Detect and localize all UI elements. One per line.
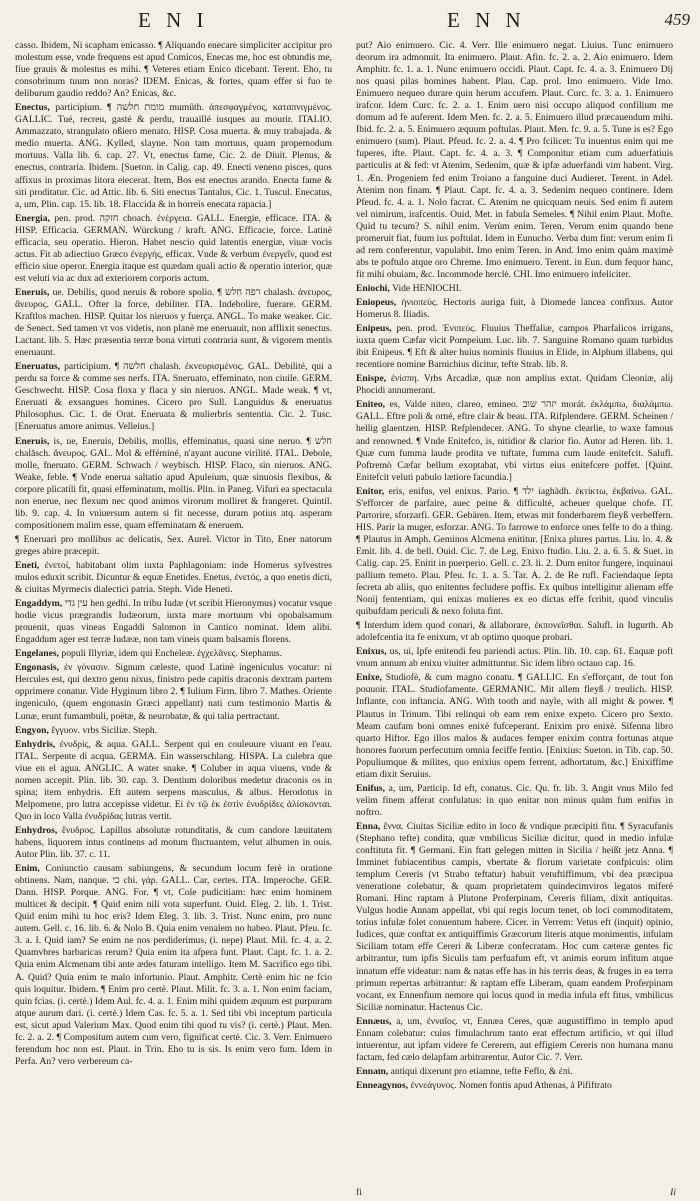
dictionary-entry <box>356 821 673 1014</box>
entry-text: ¶ Eneruari pro mollibus ac delicatis, Sex. Aurel. Victor in Tito, Ener natorum greges abire præcepit. <box>15 533 332 557</box>
entry-headword: Ennam, <box>356 1065 389 1077</box>
entry-headword: Enhydros, <box>15 824 58 836</box>
left-column <box>15 40 332 1190</box>
dictionary-entry <box>15 102 332 210</box>
entry-text: is, ue, Eneruis, Debilis, mollis, effeminatus, quasi sine neruo. ¶ חלש chalăsch. ἄνευρος. GAL. Mol & efféminé, n'ayant aucune virilité. ITAL. Debole, molle, fneruato. GERM. Schwach / weybisch. HISP. Flaco, sin nieruos. ANG. Weake, feble. ¶ Vnde enerua saltatio apud Apuleium, quæ sinuosis flexibus, & corpore plicatili fit, quasi effeminatum, mollis. Plin. in Paneg. Vifuri ea spectacula non enerue, nec flexum nec quod animos virorum molliret & frangeret. Quintil. lib. 9. cap. 4. In vniuersum autem si fit necesse, duram potius atq. asperam compositionem malim esse, quam effeminatam & eneruem. <box>15 435 332 531</box>
dictionary-entry <box>15 361 332 433</box>
entry-text: ἐν γόνασιν. Signum cæleste, quod Latinè ingeniculus vocatur: ni Hercules est, qui dextro genu nixus, finistro pede capitis draconis dextram partem opprimere conatur. Vide Hyginum libro 2. ¶ Iulium Firm. libro 7. Mathes. Oriente ingeniculo, (quem engonasin Græci appellant) nati cum testimonio Martis & Lunæ, erunt fumambuli, poëtæ, & neurobatæ, & qui talia pertractant. <box>15 662 332 722</box>
entry-text: pen. prod. חזקה choach. ἐνέργεια. GALL. Energie, efficace. ITA. & HISP. Efficacia. GERMAN. Würckung / kraft. ANG. Efficacie, force. Latinè efficacia, seu operatio. Hieron. Habet nescio quid latentis energiæ, viuæ vocis actus. Fit ab adiectiuo Græco ἐνεργής, efficax. Vnde & verbum ἐνεργεῖν, quod est efficio siue operor. Energia itaque est quædam quali actio & operatio interior, quæ est veluti via ac dux ad exteriorem corporis actum. <box>15 212 332 284</box>
entry-text: ἐνετοί, habitabant olim iuxta Paphlagoniam: inde Homerus sylvestres mulos eduxit scribit. Dicuntur & equæ Enetides. Enetus, ἐνετός, a quo enetis dicti, & ciuitas Myrmecis dialectici patria. Steph. Vide Heneti. <box>15 559 332 596</box>
entry-headword: Eniopeus, <box>356 296 397 308</box>
dictionary-entry <box>15 662 332 722</box>
entry-headword: Ennæus, <box>356 1015 392 1027</box>
entry-headword: Eniteo, <box>356 399 386 411</box>
dictionary-entry <box>356 297 673 321</box>
entry-text: a, um, ἐνναῖος. vt, Ennæa Ceres, quæ augustiffimo in templo apud Ennam colebatur: cuius fimulachrum tanto erat effectum artificio, vt qui illud intuerentur, aut ipfam videre fe Cererem, aut effigiem Cereris non humana manu factam, fed cælo delapfam arbitrarentur. Autor Cic. 7. Verr. <box>356 1015 673 1063</box>
dictionary-entry <box>356 646 673 670</box>
dictionary-entry <box>356 1080 673 1092</box>
entry-text: put? Aio enimuero. Cic. 4. Verr. Ille enimuero negat. Liuius. Tunc enimuero deorum ira admonuit. Ita enimuero. Plaut. Afin. fc. 2. a. 2. Aio enimuero. Idem Amphitr. fc. 1. a. 1. Nunc enimuero occidi. Plaut. Capt. fc. 4. a. 3. Enimuero Dij nos quasi pilas homines habent. Plau. Cap. prol. Imo enimuero. Vide Imo. Enimuero nequeo durare quin herum accufem. Plaut. Curc. fc. 3. a. 1. Enimuero irafcor. Idem Curc. fc. 2. a. 1. Enim uero nisi occupo aliquod confilium me domum ad fe auferent. Idem Men. fc. 2. a. 5. Enimuero illud præcauendum mihi. Ibid. fc. 2. a. 5. Enimuero æquum poftulas. Plaut. Men. fc. 9. a. 5. Tune is es? Ego enimuero (sum). Plaut. Pfeud. fc. 2. a. 4. ¶ Pro fcilicet: Tu inuentus enim qui me fuperes, ifte. Plaut. Capt. fc. 4. a. 3. ¶ Componitur etiam cum aduerfatiuis particulis at & fed: vt Atenim, Sedenim, quæ & ipfæ aduerfandi vim habent. Virg. 1. Æn. Progeniem fed enim Troiano a fanguine duci Audieret. Terent. in Adel. Atenim non finam. ¶ Plaut. Capt. fc. 4. a. 3. Sedenim nequeo continere. Idem Pfeud. fc. 4. a. 1. Nolo facrat. C. Atenim ne quicquam neuis. Sed enim fi autem vel nimirum, irafcentis. Ouid. Met. in fabula Semeles. ¶ Nihil enim Plaut. Mofte. Quid tu tecum? S. nihil enim. Verùm enim. Teren. Verum enim quando bene promeruit fiat, fuum ius poftulat. Idem in Eunucho. Verba dum fint: verum enim fi ad rem conferentur, vapulabit. Imo enim Teren. in And. Imo enim quàm maximè abs te poftulo atque oro Chreme. Imo enimuero. Terent. in Eun. dum fequor hanc, fit mihi obuiam, &c. Incommode herclè. CHI. Imo enimuero infelíciter. <box>356 40 673 280</box>
entry-headword: Eneti, <box>15 559 40 571</box>
dictionary-entry <box>15 725 332 737</box>
entry-text: us, ui, Ipfe enitendi feu pariendi actus. Plin. lib. 10. cap. 61. Eaquæ poft vnum annum ab enixu viuiter admittuntur. Sic idem libro octauo cap. 16. <box>356 646 673 670</box>
entry-headword: Enifus, <box>356 782 386 794</box>
entry-headword: Engaddym, <box>15 598 63 610</box>
dictionary-entry <box>15 40 332 100</box>
dictionary-entry <box>15 648 332 660</box>
entry-headword: Enispe, <box>356 373 387 385</box>
entry-headword: Enitor, <box>356 485 385 497</box>
entry-text: ἐννεάγυνος. Nomen fontis apud Athenas, à Pififtrato <box>410 1079 612 1091</box>
dictionary-entry <box>15 213 332 285</box>
dictionary-entry <box>356 672 673 780</box>
entry-text: ἐνίσπη. Vrbs Arcadiæ, quæ non amplius extat. Quidam Cleoniæ, alij Phocidi annumerant. <box>356 373 673 397</box>
dictionary-entry <box>15 534 332 558</box>
entry-text: Coniunctio causam subiungens, & secundum locum ferè in oratione obtinens. Nam, nanque. כי chi. γάρ. GALL. Car, certes. ITA. Imperoche. GER. Dann. HISP. Porque. ANG. For. ¶ vt, Cole pudicitiam: hæc enim hominem multicet & decipit. ¶ Quid enim nili vota superfunt. Ouid. Eleg. 2. lib. 1. Trist. Quid enim mihi tu hoc eris? Idem Eleg. 3. lib. 3. Trist. Nunc enim, pro nunc autem. Gell. c. 16. lib. 6. & Nolo B. Quia enim venalem no habeo. Plaut. Pfeu. fc. 3. a. I. Quid iam? Se enim ne nos perdiderimus, (i. nepe) Plaut. Mil. fc. 4. a. 2. Quamvbres barbaricas rerum? Quia enim ita afpera funt. Plaut. Capt. fc. 1. a. 2. Quia enim Alcmenam tibi ante ædes faturam intelligo. Item M. Sacrifico ego tibi. A. Quid? Quia enim te malo infortunio. Plaut. Amphitr. Certè enim hic ne fcio quis loquitur. Ibidem. ¶ Enim pro certè. Plaut. Milit. fc. 3. a. 1. Non enim faciam, quin fcias. (i. certè.) Idem Aul. fc. 4. a. 1. Enim mihi quidem æquum est purpuram atque aurum dari. (i. certè.) Idem Cas. fc. 5. a. 1. Sed tibi vbi inceptum particula est, sicut apud Valerium Max. Quod enim tibi quod tu vis? (i. certè.) Plaut. Men. fc. 2. a. 2. ¶ Compositum autem cum vero, fignificat certè. Cic. 3. Verr. Enimuero ferendum hoc non est. Plaut. in Trin. Eho tu is sis. Is enim vero fum. Idem in Perfa. An? vero verbereum ca- <box>15 863 332 1067</box>
dictionary-entry <box>356 1016 673 1064</box>
entry-text: ¶ Interdum idem quod conari, & allaborare, ἐκπονεῖσθαι. Salufl. in Iugurth. Ab adolefcentia ita fe enixum, vt ab optimo quoque probari. <box>356 620 673 644</box>
entry-text: Vide HENIOCHI. <box>392 282 462 294</box>
entry-headword: Enectus, <box>15 102 50 114</box>
dictionary-entry <box>15 825 332 861</box>
right-column <box>356 40 673 1190</box>
dictionary-entry <box>15 287 332 359</box>
catchword: fi <box>356 1187 362 1198</box>
dictionary-entry <box>356 783 673 819</box>
entry-headword: Enipeus, <box>356 323 392 335</box>
dictionary-entry <box>356 40 673 281</box>
dictionary-entry <box>356 620 673 644</box>
entry-headword: Enna, <box>356 820 381 832</box>
entry-text: pen. prod. Ἐνιπεύς. Fluuius Theffaliæ, campos Pharfalicos irrigans, iuxta quem Cæfar vicit Pompeium. Luc. lib. 7. Sanguine Romano quam turbidus ibit Enipeus. ¶ Eft & alter huius nominis fluuius in Elide, in Alphum illabens, qui recentiore nomine Barnichius dicitur, tefte Strab. lib. 8. <box>356 323 673 371</box>
dictionary-entry <box>15 739 332 823</box>
dictionary-entry <box>356 323 673 371</box>
entry-headword: Engonasis, <box>15 662 59 674</box>
entry-headword: Engyon, <box>15 724 49 736</box>
page-number: 459 <box>664 10 690 29</box>
dictionary-entry <box>15 436 332 532</box>
left-running-head: E N I <box>138 8 209 32</box>
entry-text: עין גדי hen gedhi. In tribu Iudæ (vt scribit Hieronymus) vocatur vsque hodie vicus prægrandis Iudæorum, iuxta mare mortuum vbi opobalsamum prouenit, quas vineas Engaddi Salomon in Cantico nominat. Idem alibi. Engaddum ager est terræ Iudææ, non tam vineis quam balsamis florens. <box>15 598 332 646</box>
page-footer <box>356 1187 676 1198</box>
signature-mark: Ii <box>670 1187 676 1198</box>
entry-text: participium. ¶ מומת חלשה muműth. ἀπεσφαγμένος, καταπνιγμένος. GALLIC. Tué, recreu, gasté & perdu, trauaillé iusques au mourir. ITALIO. Ammazzato, strangulato oßiero menato. HISP. Cosa muerta. & muy trabajada. & medio muerta. ANG. Kylled, slayne. Non tam mortuus, quam propemodum mortuus. Valla lib. 6. cap. 27. Vt, enectus fame, Cic. 2. de Diuit. Plenus, & enectus, contraria. Ibidem. [Sueton. in Calig. cap. 49. Enecti veneno pisces, quos affixus in proximas litora eiecerat. Item, Bos est enectus arando. Enecta fame & siti proditatur. Cic. ad Attic. lib. 6. Siti enectus Tantalus, Cic. 1. Tuscul. Enecatus, a, um, Plin. cap. 15. lib. 18. Flaccida & in horreis enecata rapacia.] <box>15 102 332 210</box>
dictionary-entry <box>356 486 673 619</box>
entry-headword: Enixe, <box>356 672 382 684</box>
entry-headword: Eneruatus, <box>15 361 61 373</box>
running-header <box>0 8 700 32</box>
entry-headword: Eneruis, <box>15 286 50 298</box>
entry-headword: Engelanes, <box>15 648 59 660</box>
entry-text: a, um, Particip. Id eft, conatus. Cic. Qu. fr. lib. 3. Angit vnus Milo fed velim finem afferat confulatus: in quo enitar non minus quàm fum enifus in noftro. <box>356 782 673 818</box>
dictionary-entry <box>356 1066 673 1078</box>
entry-text: es, Valde niteo, clareo, emineo. יזהר שוב morát. ἐκλάμπω, διαλάμπω. GALL. Eftre poli & orné, eftre clair & beau. ITA. Rifplendere. GERM. Scheinen / hellig glaentzen. HISP. Refplendecer. ANG. To shyne clearlie, to waxe famous and renowned. ¶ Vnde Enitefco, is, nitidior & clarior fio. Autor ad Heren. lib. 1. Quæ cum fumma laude prodita ve tuftate, fumma cum laude enitefcit. Salufl. Poftremò Cæfar bellum exoptabat, vbi virtus eius enitefcere poffet. [Quint. Enitefcit veluti pabulo lætiore facundia.] <box>356 399 673 483</box>
entry-headword: Enim, <box>15 863 40 875</box>
entry-headword: Eneruis, <box>15 435 50 447</box>
dictionary-entry <box>356 373 673 397</box>
entry-text: populi Illyriæ, idem qui Encheleæ. ἐγχελᾶνες. Stephanus. <box>61 648 283 660</box>
entry-headword: Enhydris, <box>15 738 56 750</box>
entry-text: antiqui dixerunt pro etiamne, tefte Feflo, & ἐπί. <box>390 1065 573 1077</box>
entry-headword: Enixus, <box>356 646 387 658</box>
entry-text: casso. Ibidem, Ni scapham enicasso. ¶ Aliquando enecare simpliciter accipitur pro molestum esse, vnde frequens est apud Comicos, Enecas me, hoc est obtundis me, fiue grauis & molestus es mihi. ¶ Veteres etiam Enico dicebant. Terent. Eho, tu consobrinum tuum non noras? IDEM. Enicas, & fortes, quam effer si fuo te deliburum gaudio reddo? An? Enicas, &c. <box>15 40 332 100</box>
entry-headword: Eniochi, <box>356 282 390 294</box>
entry-text: participium. ¶ חלשה chalash. ἐκνευρισμένος. GAL. Debilité, qui a perdu sa force & comme ses nerfs. ITA. Sneruato, effeminato, non ciuile. GERM. Geschwecht. HISP. Cosa floxa y flaca y sin nieruos. ANGL. Made weak. ¶ vt, Eneruati & exsangues homines. Cicero pro Sull. Languidus & eneruatus Philosophus. Cic. 1. de Orat. Eneruata & mulierbris sententia. Cic. 2. Tusc. [Eneruatus amore animus. Velleius.] <box>15 361 332 433</box>
dictionary-entry <box>356 399 673 483</box>
entry-text: ue. Debilis, quod neruis & robore spolio. ¶ רפה חלש chalash. ἀνευρος, ἄνευρος. GALL. Ofter la force, debiliter. ITA. Indebolire, fuerare. GERM. Kraftlos machen. HISP. Quitar los nieruos y fuerça. ANGL. To make weaker. Cic. de Senect. Sed tamen vt vos videtis, non planè me eneruauit, non afflixit senectus. Lactant. lib. 5. Hæc præsentia terræ bona virtuti contraria sunt, & vigorem mentis eneruaunt. <box>15 286 332 359</box>
entry-text: eris, enifus, vel enixus. Pario. ¶ ילד iaghàdh. ἐκτίκτω, ἐκβαίνω. GAL. S'efforcer de parfaire, auec peine & difficulté, acheuer quelque chofe. IT. Partorire, sforzarfi. GER. Gebären. Item, etwas mit fonderbarem fleyß verbeffern. HIS. Parir la muger, esforzar. ANG. To farrowe to enforce ones felfe to do a thing. ¶ Plautus in Amph. Geminos Alcmena enititur. [Enixa plures partus. Liu. lo. 4. & Emit. lib. 4. de bell. Ouid. Cic. 7. de Leg. Enixo ftudio. Liu. 2. a. 6. 5. & Suet. in Calig. cap. 25. Enitit in puerperio. Gell. c. 23. li. 2. Dum enitor fungere, inquinaui pallium temeto. Plau. Pfeu. fc. 1. a. 5. Tar. A. 2. de Re rufl. Faciendaque ſepta ſecreta ab aliis, quo enitentes fecludere poffis. Ex quibus intelligitur alienam effe Nonij fententiam, qui enixas mulieres ex eo dictas effe fcribit, quod vinculis quibufdam periculi & nexo foluta fint. <box>356 485 673 618</box>
dictionary-entry <box>15 598 332 646</box>
entry-headword: Enneagynos, <box>356 1079 408 1091</box>
entry-text: ἔνυδρος. Lapillus absolutæ rotunditatis, & cum candore læuitatem habens, liquorem intus continens ad motum fluctuantem, velut albumen in ouis. Autor Plin. lib. 37. c. 11. <box>15 824 332 861</box>
entry-text: Studiofè, & cum magno conatu. ¶ GALLIC. En s'efforçant, de tout fon pouuoir. ITAL. Studiofamente. GERMANIC. Mit allem fleyß / treulich. HISP. Inflante, con inftancia. ANG. With tooth and nayle, with all might & power. ¶ Plautus in Trinum. Tibi relinqui ob eam rem enixe expeto. Cicero pro Sexto. Meam caufam boni omnes enixè fufceperant. Enixim pro enixè. Sifenna libro quarto Hiftor. Ego illos malos & audaces femper enixim contra fortunas atque honores fuorum perfecutum omnia feciffe fentio. [Enixius: Sueton. in Tib. cap. 50. Populiumque & milites, quo enixius opem ferrent, adhortatum, &c.] Enixiffime etiam dixit Seruius. <box>356 672 673 780</box>
entry-text: ἐνυδρίς, & aqua. GALL. Serpent qui en couleuure viuant en l'eau. ITAL. Serpente di acqua. GERMA. Ein wasserschlang. HISPA. La culebra que viue en el agua. ANGLIC. A water snake. ¶ Coluber in aqua viuens, vnde & nomen accepit. Plin. lib. 30. cap. 3. Dentium doloribus medetur draconis os in spina; item enhydris. Eft autem serpens masculus, & albus. Herodotus in Melpomene, pro lutra accepisse videtur. Εἰ ἐν τῷ ἐκ ἐστὶν ἐνυδρίδες ἁλίσκονται. Quo in loco Valla ἐνυδρίδας lutras vertit. <box>15 738 332 822</box>
entry-text: ἔννα. Ciuitas Siciliæ edito in loco & vndique præcipiti fitu. ¶ Syracufanis (Stephano tefte) condita, quæ vmbilicus Siciliæ dicitur, quod in medio infulæ conftituta fit. ¶ Germani. Ein ftatt gelegen mitten in Sicilia / heißt jetz Anna. ¶ Imminet fubiacentibus campis, vbertate & florum varietate confpicuis: olim templum Cereris (vt Strabo teftatur) habuit vetuftiffimum, vbi dea præcipua veneratione colebatur, & quam proprietatem quindecimviros legatos miferé Romani. Hinc raptam à Plutone Proferpinam, Cereris filiam, dixit antiquitas. Vulgus hodie Annam appellat, vbi qui regis locum tenet, ob loci commoditatem, totius infulæ folet conuentum habere. Cicer. in Verrem: Vetus eft (inquit) opinio, Iudices, quæ conftat ex antiquiffimis Græcorum literis atque monimentis, infulam Siciliam totam effe Cereri & Liberæ confecratam. Hoc cum cæteræ gentes fic arbitrantur, tum ipfis Siculis tam perfuafum eft, vt animis eorum infitum atque innatum effe videatur: nam & natas effe has in his terris deas, & fruges in ea terra primum repertas arbitrantur: & raptam effe Liberam, quam eandem Proferpinam vocant, ex Ennenfium nemore qui locus quod in media infula eft fitus, vmbilicus Siciliæ nominatur. Hactenus Cic. <box>356 820 673 1013</box>
dictionary-entry <box>356 283 673 295</box>
right-running-head: E N N <box>447 8 526 32</box>
dictionary-entry <box>15 560 332 596</box>
entry-text: ἔγγυον. vrbs Siciliæ. Steph. <box>51 724 158 736</box>
dictionary-entry <box>15 863 332 1068</box>
entry-text: ἠνιοπεύς. Hectoris auriga fuit, à Diomede lancea confixus. Autor Homerus 8. Iliadis. <box>356 296 673 321</box>
entry-headword: Energia, <box>15 212 50 224</box>
